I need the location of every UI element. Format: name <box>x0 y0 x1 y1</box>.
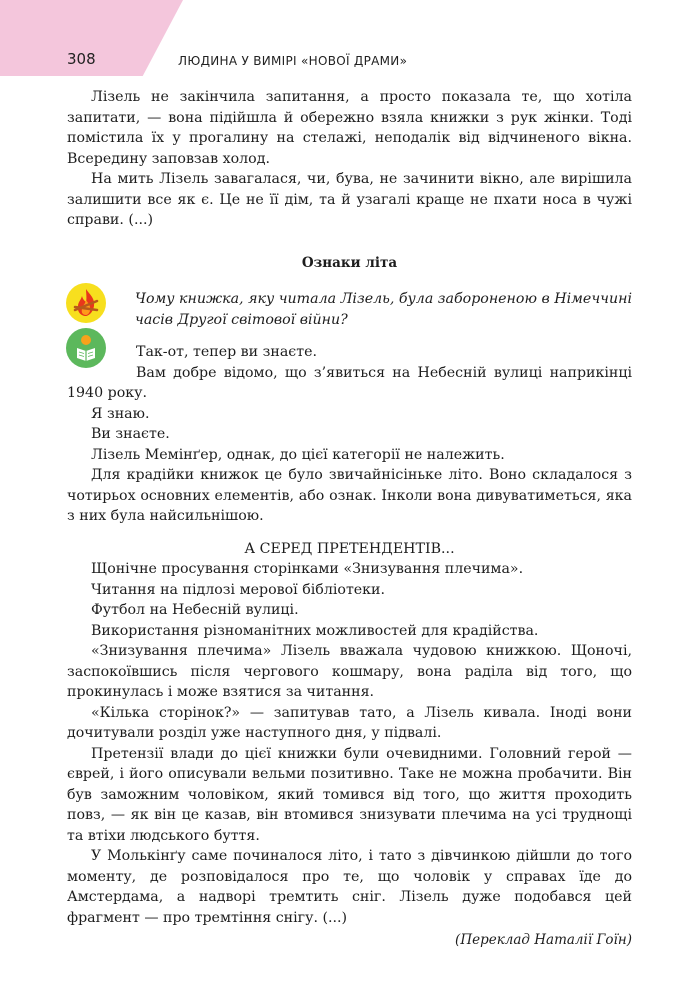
section-title: Ознаки літа <box>301 255 398 271</box>
paragraph: Щонічне просування сторінками «Знизування плечима». <box>91 561 524 577</box>
paragraph: «Знизування плечима» Лізель вважала чудовою книжкою. Щоночі, заспокоївшись після чергового кошмару, вона раділа від того, що прокинулась і може взятися за читання. <box>67 643 632 700</box>
text-block-middle <box>67 342 632 527</box>
translation-credit: (Переклад Наталії Гоїн) <box>455 932 632 948</box>
paragraph: Вам добре відомо, що з’явиться на Небесній вулиці наприкінці 1940 року. <box>67 364 632 401</box>
text-block-top <box>67 87 632 231</box>
paragraph: «Кілька сторінок?» — запитував тато, а Лізель кивала. Іноді вони дочитували розділ уже наступного дня, у підвалі. <box>67 704 632 741</box>
paragraph: Так-от, тепер ви знаєте. <box>136 344 317 360</box>
paragraph: Я знаю. <box>91 405 150 422</box>
running-title: ЛЮДИНА У ВИМІРІ «НОВОЇ ДРАМИ» <box>178 54 408 68</box>
paragraph: Лізель Мемінґер, однак, до цієї категорії не належить. <box>91 446 505 463</box>
paragraph: Лізель не закінчила запитання, а просто показала те, що хотіла запитати, — вона підійшла й обережно взяла книжки з рук жінки. Тоді помістила їх у прогалину на стелажі, неподалік від відчиненого вікна. Всередину заповзав холод. <box>67 89 632 167</box>
question-text: Чому книжка, яку читала Лізель, була забороненою в Німеччині часів Другої світової війни? <box>135 291 632 328</box>
paragraph: Для крадійки книжок це було звичайнісінькe літо. Воно складалося з чотирьох основних елементів, або ознак. Інколи вона дивуватиметься, яка з них була найсильнішою. <box>67 467 632 524</box>
subheading: А СЕРЕД ПРЕТЕНДЕНТІВ... <box>244 541 455 557</box>
paragraph: Читання на підлозі мерової бібліотеки. <box>91 581 386 598</box>
text-block-bottom <box>67 559 632 928</box>
fire-icon <box>66 283 106 323</box>
page-number: 308 <box>67 50 96 68</box>
paragraph: Футбол на Небесній вулиці. <box>91 602 299 618</box>
paragraph: Ви знаєте. <box>91 426 170 442</box>
paragraph: Використання різноманітних можливостей для крадійства. <box>91 622 539 639</box>
paragraph: У Молькінґу саме починалося літо, і тато з дівчинкою дійшли до того моменту, де розповідалося про те, що чоловік у справах їде до Амстердама, а надворі тремтить сніг. Лізель дуже подобався цей фрагмент — про тремтіння снігу. (...) <box>67 848 632 926</box>
paragraph: Претензії влади до цієї книжки були очевидними. Головний герой — єврей, і його описували вельми позитивно. Таке не можна пробачити. Він був заможним чоловіком, який томився від того, що життя проходить повз, — як він це казав, він втомився знизувати плечима на усі труднощі та втіхи людського буття. <box>67 745 632 844</box>
paragraph: На мить Лізель завагалася, чи, бува, не зачинити вікно, але вирішила залишити все як є. Це не її дім, та й узагалі краще не пхати носа в чужі справи. (...) <box>67 171 632 228</box>
